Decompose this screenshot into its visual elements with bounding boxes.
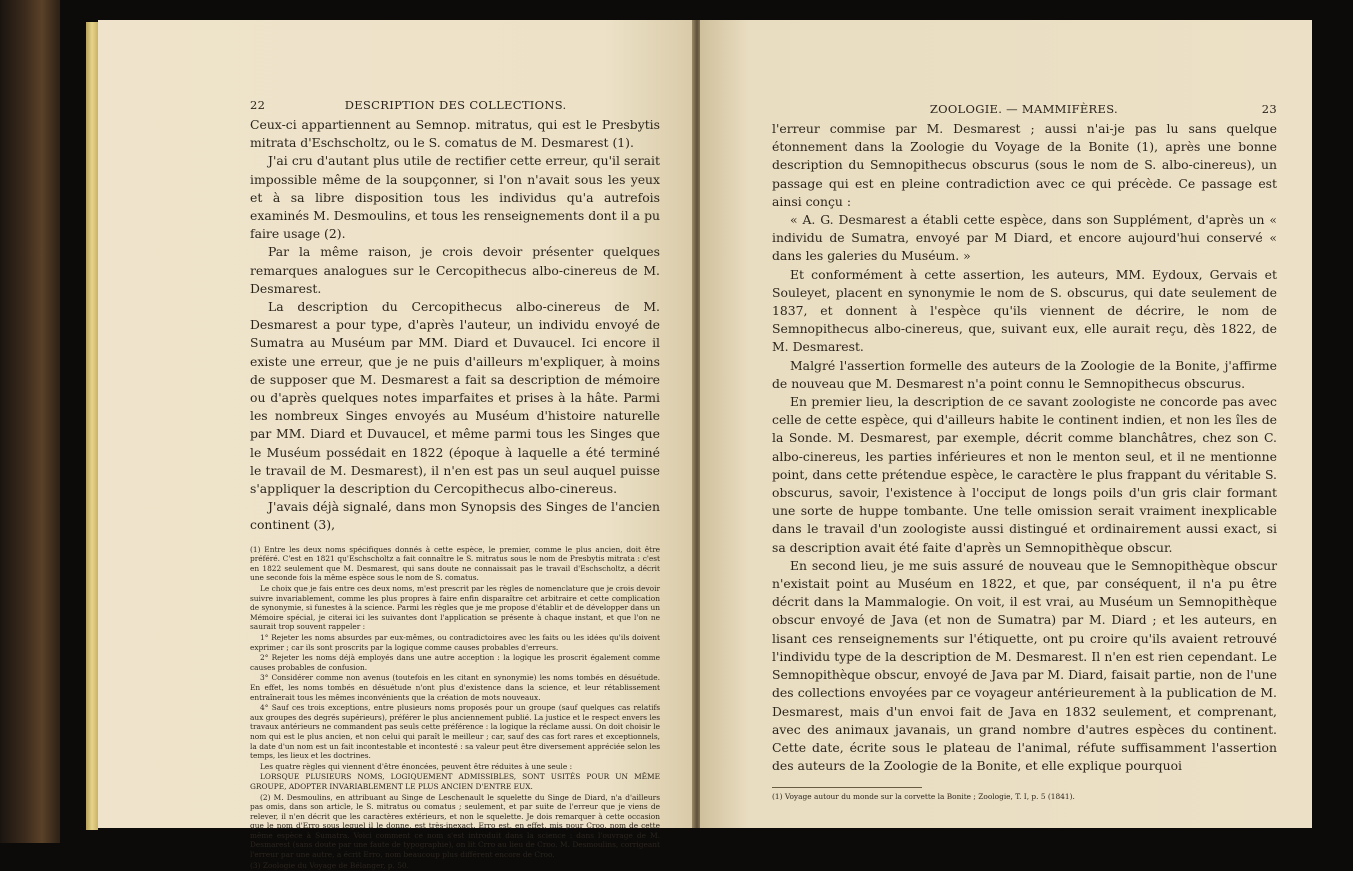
right-page	[700, 20, 1312, 828]
left-running-head	[250, 98, 660, 112]
left-page-number: 22	[250, 98, 266, 112]
left-page-content	[250, 98, 660, 871]
left-footnotes	[250, 545, 660, 871]
footnote: (1) Entre les deux noms spécifiques donnés à cette espèce, le premier, comme le plus ancien, doit être préféré. C'est en 1821 qu'Eschscholtz a fait connaître le S. mitratus sous le nom de Presbytis mitrata : c'est en 1822 seulement que M. Desmarest, qui sans doute ne connaissait pas le travail d'Eschscholtz, a décrit une seconde fois la même espèce sous le nom de S. comatus.	[250, 544, 660, 583]
footnote: (2) M. Desmoulins, en attribuant au Singe de Leschenault le squelette du Singe de Diard, n'a d'ailleurs pas omis, dans son article, le S. mitratus ou comatus ; seulement, et par suite de l'erreur que je viens de relever, il n'en décrit que les caractères extérieurs, et non le squelette. Je dois remarquer à cette occasion que le nom d'Erro sous lequel il le donne, est très-inexact. Erro est, en effet, mis pour Croo, nom de cette même espèce à Sumatra. Voici comment ce nom s'est introduit dans la science : dans l'ouvrage de M. Desmarest (sans doute par une faute de typographie), on lit Crro au lieu de Croo. M. Desmoulins, corrigeant l'erreur par une autre, a écrit Erro, nom beaucoup plus différent encore de Croo.	[250, 792, 660, 860]
left-page	[98, 20, 693, 870]
footnote: 3° Considérer comme non avenus (toutefois en les citant en synonymie) les noms tombés en désuétude. En effet, les noms tombés en désuétude n'ont plus d'existence dans la science, et leur rétablissement entraînerait tous les mêmes inconvénients que la création de mots nouveaux.	[250, 673, 660, 702]
book-cover-edge	[0, 0, 60, 843]
paragraph: l'erreur commise par M. Desmarest ; aussi n'ai-je pas lu sans quelque étonnement dans la Zoologie du Voyage de la Bonite (1), après une bonne description du Semnopithecus obscurus (sous le nom de S. albo-cinereus), un passage qui est en pleine contradiction avec ce qui précède. Ce passage est ainsi conçu :	[772, 121, 1277, 209]
right-footnotes	[772, 792, 1277, 802]
right-running-head	[772, 102, 1277, 116]
paragraph: Par la même raison, je crois devoir présenter quelques remarques analogues sur le Cercopithecus albo-cinereus de M. Desmarest.	[250, 244, 660, 296]
gilt-page-edges	[86, 22, 98, 830]
paragraph: J'ai cru d'autant plus utile de rectifier cette erreur, qu'il serait impossible même de la soupçonner, si l'on n'avait sous les yeux et à sa libre disposition tous les individus qu'a autrefois examinés M. Desmoulins, et tous les renseignements dont il a pu faire usage (2).	[250, 153, 660, 242]
quotation: « A. G. Desmarest a établi cette espèce, dans son Supplément, d'après un « individu de Sumatra, envoyé par M Diard, et encore aujourd'hui conservé « dans les galeries du Muséum. »	[772, 212, 1277, 264]
right-page-number: 23	[1261, 102, 1277, 116]
paragraph: La description du Cercopithecus albo-cinereus de M. Desmarest a pour type, d'après l'auteur, un individu envoyé de Sumatra au Muséum par MM. Diard et Duvaucel. Ici encore il existe une erreur, que je ne puis d'ailleurs m'expliquer, à moins de supposer que M. Desmarest a fait sa description de mémoire ou d'après quelques notes imparfaites et prises à la hâte. Parmi les nombreux Singes envoyés au Muséum d'histoire naturelle par MM. Diard et Duvaucel, et même parmi tous les Singes que le Muséum possédait en 1822 (époque à laquelle a été terminé le travail de M. Desmarest), il n'en est pas un seul auquel puisse s'appliquer la description du Cercopithecus albo-cinereus.	[250, 299, 660, 497]
footnote: Les quatre règles qui viennent d'être énoncées, peuvent être réduites à une seule :	[260, 761, 573, 771]
paragraph: Et conformément à cette assertion, les auteurs, MM. Eydoux, Gervais et Souleyet, placent en synonymie le nom de S. obscurus, qui date seulement de 1837, et donnent à l'espèce qu'ils viennent de décrire, le nom de Semnopithecus albo-cinereus, que, suivant eux, elle aurait reçu, dès 1822, de M. Desmarest.	[772, 266, 1277, 355]
left-running-title: DESCRIPTION DES COLLECTIONS.	[344, 98, 567, 112]
paragraph: J'avais déjà signalé, dans mon Synopsis des Singes de l'ancien continent (3),	[250, 499, 660, 533]
footnote: 4° Sauf ces trois exceptions, entre plusieurs noms proposés pour un groupe (sauf quelques cas relatifs aux groupes des degrés supérieurs), préférer le plus anciennement publié. La justice et le respect envers les travaux antérieurs ne commandent pas seuls cette préférence : la logique la réclame aussi. On doit choisir le nom qui est le plus ancien, et non celui qui paraît le meilleur ; car, sauf des cas fort rares et exceptionnels, la date d'un nom est un fait incontestable et incontesté : sa valeur peut être diversement appréciée selon les temps, les lieux et les doctrines.	[250, 703, 660, 761]
left-body-text	[250, 116, 660, 535]
footnote: 2° Rejeter les noms déjà employés dans une autre acception : la logique les proscrit également comme causes probables de confusion.	[250, 653, 660, 672]
paragraph: Ceux-ci appartiennent au Semnop. mitratus, qui est le Presbytis mitrata d'Eschscholtz, ou le S. comatus de M. Desmarest (1).	[250, 117, 660, 151]
right-running-title: ZOOLOGIE. — MAMMIFÈRES.	[929, 102, 1118, 116]
right-page-content	[772, 102, 1277, 803]
footnote: LORSQUE PLUSIEURS NOMS, LOGIQUEMENT ADMISSIBLES, SONT USITÉS POUR UN MÊME GROUPE, ADOPTER INVARIABLEMENT LE PLUS ANCIEN D'ENTRE EUX.	[250, 772, 660, 791]
footnote: Le choix que je fais entre ces deux noms, m'est prescrit par les règles de nomenclature que je crois devoir suivre invariablement, comme les plus propres à faire enfin disparaître cet arbitraire et cette complication de synonymie, si funestes à la science. Parmi les règles que je me propose d'établir et de développer dans un Mémoire spécial, je citerai ici les suivantes dont l'application se présente à chaque instant, et que l'on ne saurait trop souvent rappeler :	[250, 584, 660, 632]
paragraph: En second lieu, je me suis assuré de nouveau que le Semnopithèque obscur n'existait point au Muséum en 1822, et que, par conséquent, il n'a pu être décrit dans la Mammalogie. On voit, il est vrai, au Muséum un Semnopithèque obscur envoyé de Java (et non de Sumatra) par M. Diard ; et les auteurs, en lisant ces renseignements sur l'étiquette, ont pu croire qu'ils avaient retrouvé l'individu type de la description de M. Desmarest. Il n'en est rien cependant. Le Semnopithèque obscur, envoyé de Java par M. Diard, faisait partie, non de l'une des collections envoyées par ce voyageur antérieurement à la publication de M. Desmarest, mais d'un envoi fait de Java en 1832 seulement, et comprenant, avec des animaux javanais, un grand nombre d'autres espèces du continent. Cette date, écrite sous le plateau de l'animal, réfute suffisamment l'assertion des auteurs de la Zoologie de la Bonite, et elle explique pourquoi	[772, 557, 1277, 774]
footnote: (1) Voyage autour du monde sur la corvette la Bonite ; Zoologie, T. I, p. 5 (1841).	[772, 792, 1075, 802]
footnote: (3) Zoologie du Voyage de Bélanger, p. 50.	[250, 860, 409, 870]
paragraph: En premier lieu, la description de ce savant zoologiste ne concorde pas avec celle de cette espèce, qui d'ailleurs habite le continent indien, et non les îles de la Sonde. M. Desmarest, par exemple, décrit comme blanchâtres, chez son C. albo-cinereus, les parties inférieures et non le menton seul, et il ne mentionne point, dans cette prétendue espèce, le caractère le plus frappant du véritable S. obscurus, savoir, l'existence à l'occiput de longs poils d'un gris clair formant une sorte de huppe tombante. Une telle omission serait vraiment inexplicable dans le travail d'un zoologiste aussi distingué et ordinairement aussi exact, si sa description avait été faite d'après un Semnopithèque obscur.	[772, 394, 1277, 555]
footnote-rule	[772, 787, 922, 788]
right-body-text	[772, 120, 1277, 775]
paragraph: Malgré l'assertion formelle des auteurs de la Zoologie de la Bonite, j'affirme de nouveau que M. Desmarest n'a point connu le Semnopithecus obscurus.	[772, 357, 1277, 391]
footnote: 1° Rejeter les noms absurdes par eux-mêmes, ou contradictoires avec les faits ou les idées qu'ils doivent exprimer ; car ils sont proscrits par la logique comme causes probables d'erreurs.	[250, 633, 660, 652]
